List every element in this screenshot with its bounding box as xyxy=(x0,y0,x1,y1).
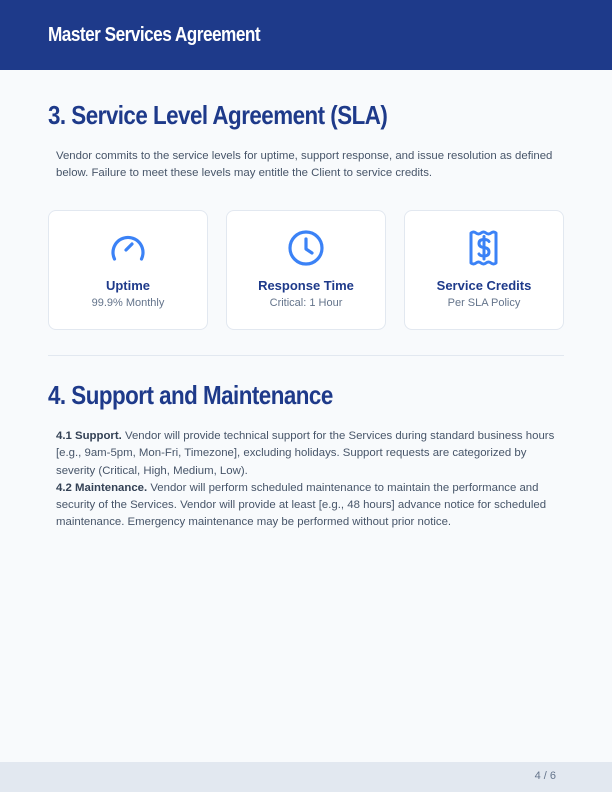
card-title: Service Credits xyxy=(436,278,532,293)
section-3-intro: Vendor commits to the service levels for uptime, support response, and issue resolution as defined below. Failure to meet these levels may entitle the Client to service credits. xyxy=(56,150,553,179)
card-title: Uptime xyxy=(105,278,151,293)
clause-text: Vendor will provide technical support for the Services during standard business hours [e.g., 9am-5pm, Mon-Fri, Timezone], excluding holidays. Support requests are categorized by severity (Critical, High, Medium, Low). xyxy=(56,430,555,477)
sla-card-service-credits xyxy=(404,210,564,330)
page-footer xyxy=(0,762,612,792)
clause-text: Vendor will perform scheduled maintenance to maintain the performance and security of the Services. Vendor will provide at least [e.g., 48 hours] advance notice for scheduled maintenance. Emergency maintenance may be performed without prior notice. xyxy=(56,481,547,529)
clause-4-2 xyxy=(56,480,556,532)
receipt-dollar-icon xyxy=(464,228,504,268)
clause-label: 4.1 Support. xyxy=(56,430,122,442)
card-subtitle: Critical: 1 Hour xyxy=(269,297,343,309)
clock-icon xyxy=(286,228,326,268)
card-subtitle: 99.9% Monthly xyxy=(91,297,165,309)
sla-card-uptime xyxy=(48,210,208,330)
clause-4-1 xyxy=(56,428,556,480)
gauge-icon xyxy=(108,228,148,268)
section-3-heading: 3. Service Level Agreement (SLA) xyxy=(48,100,388,130)
document-title: Master Services Agreement xyxy=(48,23,261,46)
sla-cards xyxy=(48,210,564,330)
card-subtitle: Per SLA Policy xyxy=(447,297,521,309)
document-header xyxy=(0,0,612,70)
card-title: Response Time xyxy=(258,278,354,293)
sla-card-response-time xyxy=(226,210,386,330)
section-4-body xyxy=(56,428,556,532)
clause-label: 4.2 Maintenance. xyxy=(56,481,148,494)
section-4-heading: 4. Support and Maintenance xyxy=(48,380,333,410)
page-indicator: 4 / 6 xyxy=(534,770,556,782)
section-divider xyxy=(48,355,564,356)
